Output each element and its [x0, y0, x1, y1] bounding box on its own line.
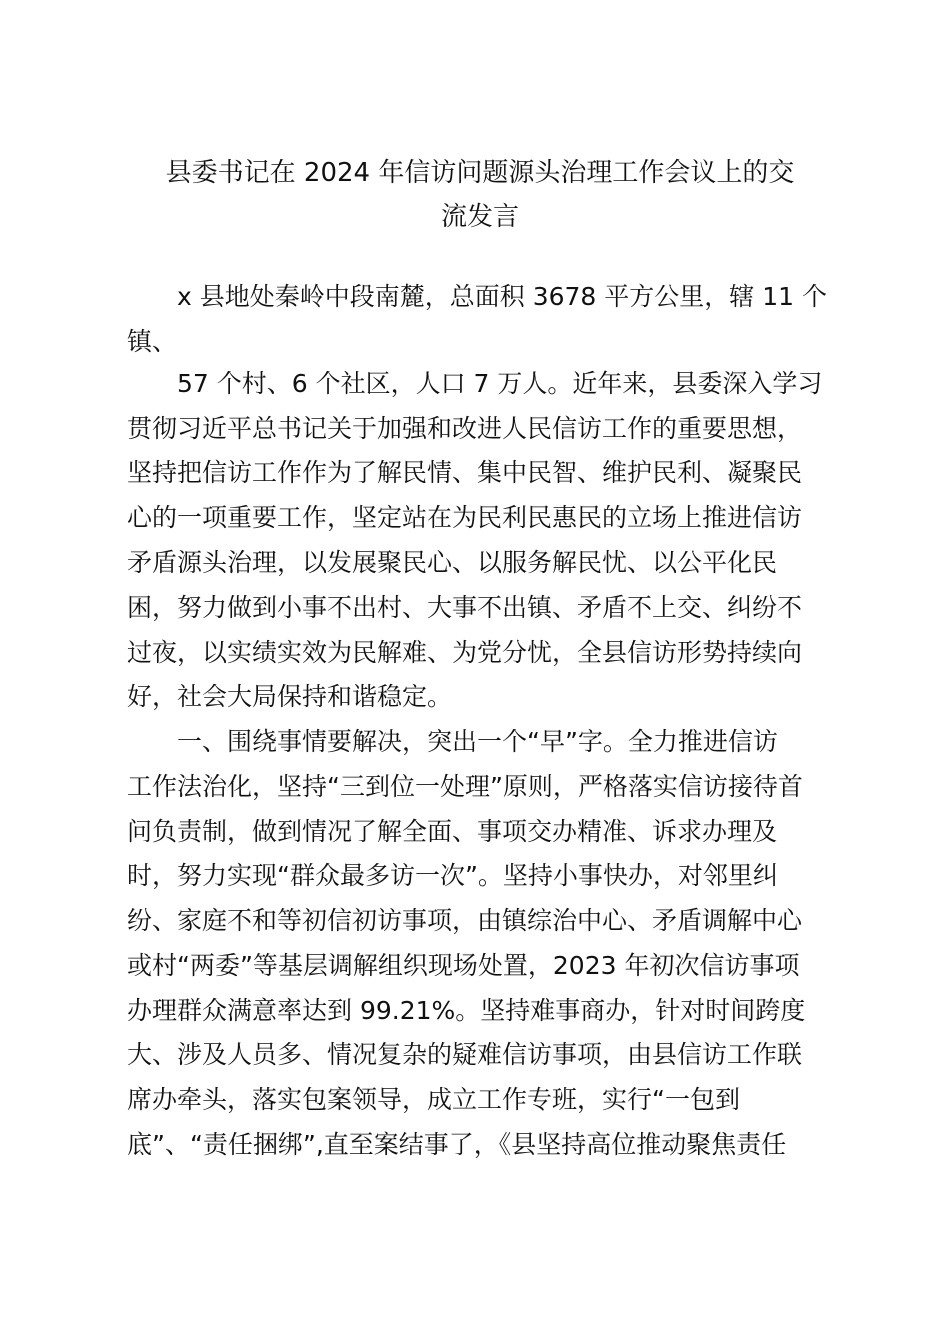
body-line: 57 个村、6 个社区，人口 7 万人。近年来，县委深入学习 — [177, 369, 823, 398]
body-line: 纷、家庭不和等初信初访事项，由镇综治中心、矛盾调解中心 — [127, 906, 803, 935]
body-line: 贯彻习近平总书记关于加强和改进人民信访工作的重要思想， — [127, 414, 803, 443]
body-line: 好，社会大局保持和谐稳定。 — [127, 682, 453, 711]
body-line: 一、围绕事情要解决，突出一个“早”字。全力推进信访 — [177, 727, 778, 756]
body-line: 或村“两委”等基层调解组织现场处置，2023 年初次信访事项 — [127, 951, 800, 980]
body-line: x 县地处秦岭中段南麓，总面积 3678 平方公里，辖 11 个 — [177, 282, 827, 311]
body-line: 坚持把信访工作作为了解民情、集中民智、维护民利、凝聚民 — [127, 458, 803, 487]
document-title-line-2: 流发言 — [440, 202, 519, 232]
body-line: 时，努力实现“群众最多访一次”。坚持小事快办，对邻里纠 — [127, 861, 778, 890]
body-line: 底”、“责任捆绑”,直至案结事了，《县坚持高位推动聚焦责任 — [127, 1130, 787, 1159]
body-line: 办理群众满意率达到 99.21%。坚持难事商办，针对时间跨度 — [127, 996, 806, 1025]
body-line: 问负责制，做到情况了解全面、事项交办精准、诉求办理及 — [127, 817, 778, 846]
body-line: 过夜，以实绩实效为民解难、为党分忧，全县信访形势持续向 — [127, 638, 803, 667]
body-line: 镇、 — [127, 327, 178, 356]
body-line: 矛盾源头治理，以发展聚民心、以服务解民忧、以公平化民 — [127, 548, 778, 577]
body-line: 工作法治化，坚持“三到位一处理”原则，严格落实信访接待首 — [127, 772, 803, 801]
body-line: 席办牵头，落实包案领导，成立工作专班，实行“一包到 — [127, 1085, 740, 1114]
body-line: 心的一项重要工作，坚定站在为民利民惠民的立场上推进信访 — [127, 503, 803, 532]
body-line: 困，努力做到小事不出村、大事不出镇、矛盾不上交、纠纷不 — [127, 593, 803, 622]
document-title-line-1: 县委书记在 2024 年信访问题源头治理工作会议上的交 — [165, 158, 795, 188]
body-line: 大、涉及人员多、情况复杂的疑难信访事项，由县信访工作联 — [127, 1040, 803, 1069]
